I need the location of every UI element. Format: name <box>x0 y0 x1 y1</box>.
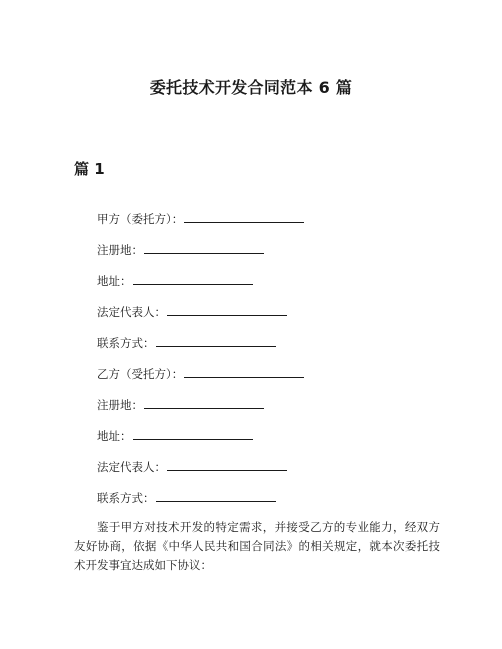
field-label: 乙方（受托方）： <box>97 367 184 381</box>
party-b-contact-field <box>97 489 276 506</box>
party-a-registration-field <box>97 241 264 258</box>
fill-in-blank <box>133 427 253 440</box>
party-a-address-field <box>97 272 253 289</box>
fill-in-blank <box>156 334 276 347</box>
field-label: 法定代表人： <box>97 305 166 319</box>
fill-in-blank <box>184 365 304 378</box>
party-a-representative-field <box>97 303 287 320</box>
party-b-address-field <box>97 427 253 444</box>
party-b-representative-field <box>97 458 287 475</box>
field-label: 地址： <box>97 274 132 288</box>
fill-in-blank <box>156 489 276 502</box>
fill-in-blank <box>167 458 287 471</box>
intro-paragraph: 鉴于甲方对技术开发的特定需求，并接受乙方的专业能力，经双方友好协商，依据《中华人民共和国合同法》的相关规定，就本次委托技术开发事宜达成如下协议： <box>74 520 440 572</box>
fill-in-blank <box>144 396 264 409</box>
party-a-contact-field <box>97 334 276 351</box>
field-label: 地址： <box>97 429 132 443</box>
party-b-name-field <box>97 365 304 382</box>
party-b-registration-field <box>97 396 264 413</box>
fill-in-blank <box>167 303 287 316</box>
fill-in-blank <box>133 272 253 285</box>
field-label: 注册地： <box>97 398 143 412</box>
field-label: 注册地： <box>97 243 143 257</box>
fill-in-blank <box>144 241 264 254</box>
field-label: 联系方式： <box>97 491 155 505</box>
field-label: 法定代表人： <box>97 460 166 474</box>
fill-in-blank <box>184 210 304 223</box>
field-label: 联系方式： <box>97 336 155 350</box>
field-label: 甲方（委托方）： <box>97 212 184 226</box>
party-a-name-field <box>97 210 304 227</box>
section-heading: 篇 1 <box>74 160 105 178</box>
document-title: 委托技术开发合同范本 6 篇 <box>149 78 353 97</box>
